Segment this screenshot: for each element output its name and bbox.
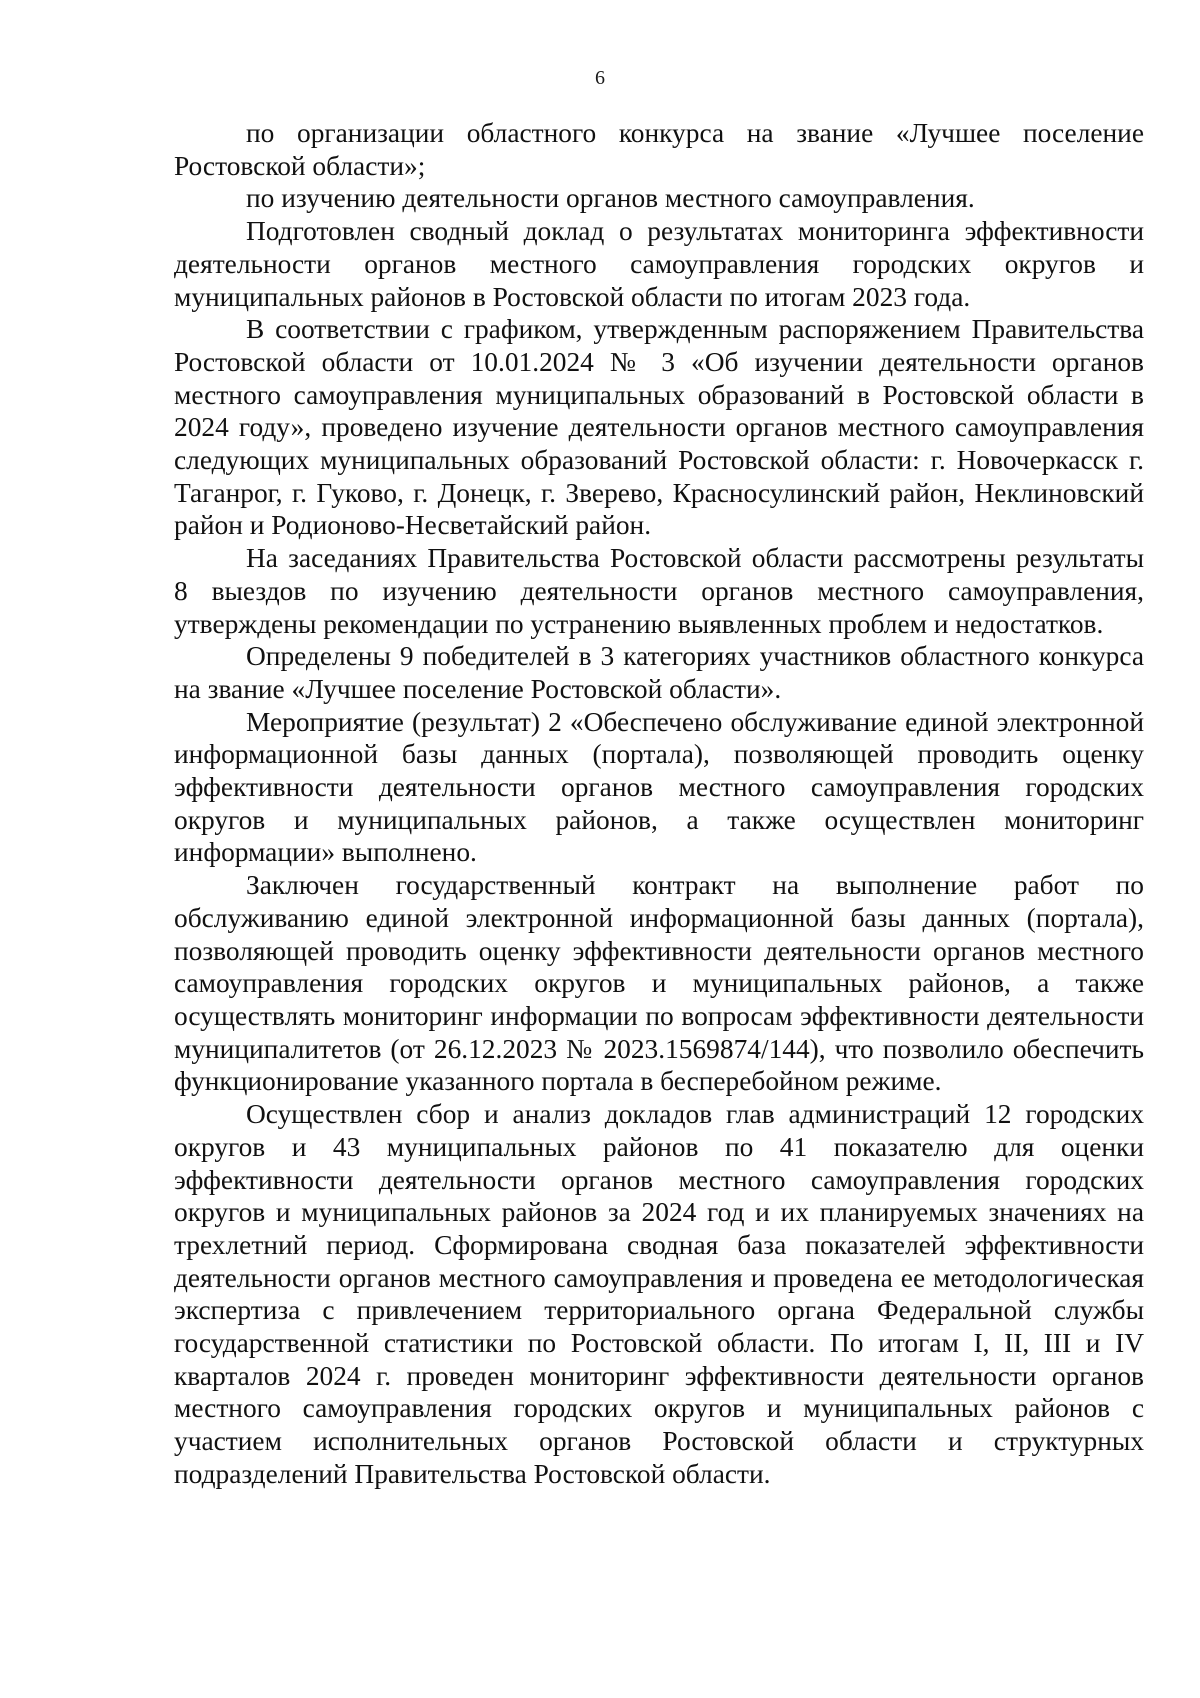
paragraph: по организации областного конкурса на звание «Лучшее поселение Ростовской области»; [174, 118, 1144, 181]
paragraph: Определены 9 победителей в 3 категориях участников областного конкурса на звание «Лучшее поселение Ростовской области». [174, 641, 1144, 704]
paragraph: Заключен государственный контракт на выполнение работ по обслуживанию единой электронной информационной базы данных (портала), позволяющей проводить оценку эффективности деятельности органов местного самоуправления городских округов и муниципальных районов, а также осуществлять мониторинг информации по вопросам эффективности деятельности муниципалитетов (от 26.12.2023 № 2023.1569874/144), что позволило обеспечить функционирование указанного портала в бесперебойном режиме. [174, 870, 1144, 1097]
paragraph: Мероприятие (результат) 2 «Обеспечено обслуживание единой электронной информационной базы данных (портала), позволяющей проводить оценку эффективности деятельности органов местного самоуправления городских округов и муниципальных районов, а также осуществлен мониторинг информации» выполнено. [174, 706, 1144, 868]
page-number: 6 [595, 67, 605, 89]
paragraph: по изучению деятельности органов местного самоуправления. [246, 183, 975, 214]
paragraph: На заседаниях Правительства Ростовской области рассмотрены результаты 8 выездов по изучению деятельности органов местного самоуправления, утверждены рекомендации по устранению выявленных проблем и недостатков. [174, 543, 1144, 639]
paragraph: В соответствии с графиком, утвержденным распоряжением Правительства Ростовской области от 10.01.2024 № 3 «Об изучении деятельности органов местного самоуправления муниципальных образований в Ростовской области в 2024 году», проведено изучение деятельности органов местного самоуправления следующих муниципальных образований Ростовской области: г. Новочеркасск г. Таганрог, г. Гуково, г. Донецк, г. Зверево, Красносулинский район, Неклиновский район и Родионово-Несветайский район. [174, 314, 1144, 541]
paragraph: Осуществлен сбор и анализ докладов глав администраций 12 городских округов и 43 муниципальных районов по 41 показателю для оценки эффективности деятельности органов местного самоуправления городских округов и муниципальных районов за 2024 год и их планируемых значениях на трехлетний период. Сформирована сводная база показателей эффективности деятельности органов местного самоуправления и проведена ее методологическая экспертиза с привлечением территориального органа Федеральной службы государственной статистики по Ростовской области. По итогам I, II, III и IV кварталов 2024 г. проведен мониторинг эффективности деятельности органов местного самоуправления городских округов и муниципальных районов с участием исполнительных органов Ростовской области и структурных подразделений Правительства Ростовской области. [174, 1099, 1144, 1489]
document-body [174, 117, 1144, 1491]
paragraph: Подготовлен сводный доклад о результатах мониторинга эффективности деятельности органов местного самоуправления городских округов и муниципальных районов в Ростовской области по итогам 2023 года. [174, 216, 1144, 312]
